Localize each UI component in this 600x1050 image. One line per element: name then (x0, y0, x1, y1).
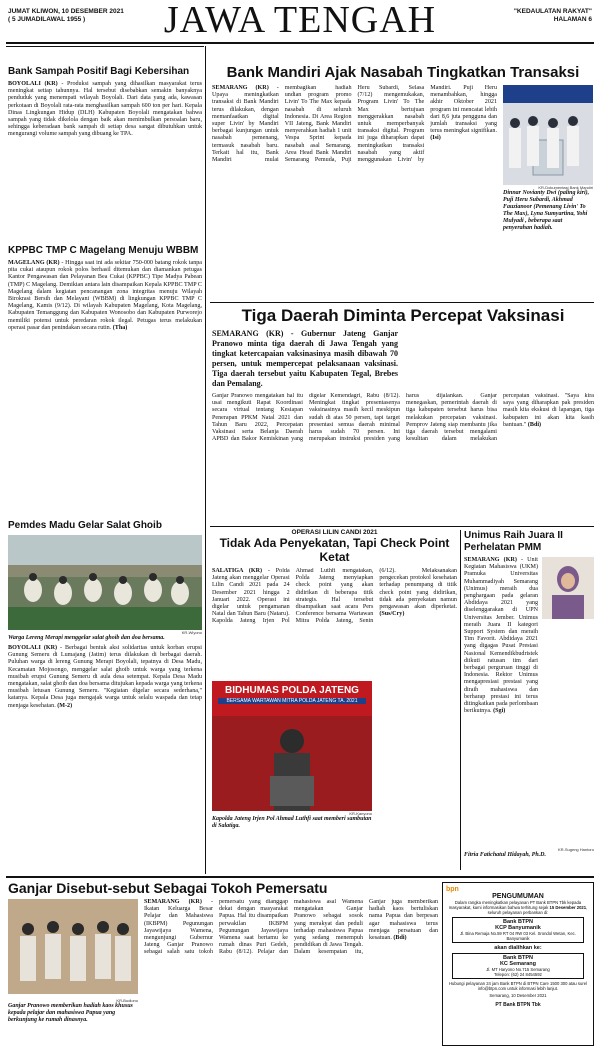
operasi-lilin-text: Polda Jateng akan menggelar Operasi Lilin Candi 2021 pada 24 Desember 2021 hingga 2 Januari 2022. Operasi ini digelar untuk pengamanan Natal dan Tahun Baru (Nataru). Kapolda Jateng Irjen Pol Ahmad Luthfi mengatakan, Polda Jateng menyiapkan check point yang akan didirikan di beberapa titik strategis. Hal tersebut disampaikan saat acara Pers Conference bersama Wartawan Mitra Polda Jateng, Senin (6/12). Melaksanakan pengecekan protokol kesehatan terhadap penumpang di titik check point yang didirikan, tidak ada penyekatan namun pengawasan akan diperketat. (212, 568, 457, 625)
column-divider (205, 46, 206, 874)
bank-mandiri-photo-image (503, 85, 593, 185)
vaksinasi-headline: Tiga Daerah Diminta Percepat Vaksinasi (241, 306, 565, 325)
ganjar-photo-credit: KR-Budiono (116, 998, 138, 1003)
masthead-date: JUMAT KLIWON, 10 DESEMBER 2021 (8, 8, 124, 15)
ganjar-text: Ikatan Keluarga Besar Pelajar dan Mahasiswa (IKBPM) Pegunungan Jayawijaya Wamena, mengunjungi Gubernur Jateng Ganjar Pranowo sebagai salah satu tokoh pemersatu yang dianggap dekat dengan masyarakat Papua. Hal itu disampaikan perwakilan IKBPM Pegunungan Jayawijaya Wamena saat bertamu ke rumah dinas Puri Gedeh, Rabu (8/12). Pelajar dan mahasiswa asal Wamena mengatakan Ganjar Pranowo sebagai sosok yang merakyat dan peduli terhadap mahasiswa Papua yang sedang menempuh pendidikan di Jawa Tengah. Dalam kesempatan itu, Ganjar juga memberikan hadiah kaos bertuliskan nama Papua dan berpesan agar mahasiswa terus menjaga persatuan dan kesatuan. (144, 899, 438, 956)
vaksinasi-lead-dateline: SEMARANG (KR) (212, 329, 284, 338)
pemdes-credit: (M-2) (57, 702, 73, 709)
masthead-tagline: "KEDAULATAN RAKYAT" (513, 8, 592, 15)
ganjar-headline: Ganjar Disebut-sebut Sebagai Tokoh Pemersatu (8, 880, 328, 896)
operasi-lilin-kicker: OPERASI LILIN CANDI 2021 (291, 529, 378, 536)
ganjar-caption-block (8, 998, 138, 1024)
unimus-photo-image (542, 557, 594, 619)
masthead-date-block (8, 8, 168, 24)
btpn-branch1-name: Bank BTPN (503, 919, 533, 925)
operasi-lilin-caption: Kapolda Jateng Irjen Pol Ahmad Luthfi saat memberi sambutan di Salatiga. (212, 816, 372, 829)
btpn-intro: Dalam rangka meningkatkan pelayanan PT Bank BTPN Tbk kepada masyarakat, kami informasikan bahwa terhitung sejak (448, 900, 582, 910)
vaksinasi-lead-text: Gubernur Jateng Ganjar Pranowo minta tiga daerah di Jawa Tengah yang tingkat ketercapaian vaksinasinya masih dibawah 70 persen, untuk mempercepat pelaksanaan vaksinasi. Tiga daerah tersebut yaitu Kabupaten Tegal, Brebes dan Pemalang. (212, 329, 399, 388)
unimus-article (464, 530, 594, 859)
bank-mandiri-photo-credit: KR-Dokumentasi Bank Mandiri (538, 185, 593, 190)
bank-mandiri-article (212, 64, 594, 285)
bank-mandiri-dateline: SEMARANG (KR) (212, 85, 269, 91)
bank-sampah-body: BOYOLALI (KR) - Produksi sampah yang dihasilkan masyarakat terus meningkat setiap tahunnya. Hal tersebut disebabkan semakin banyaknya penduduk yang menempati wilayah Boyolali. Dari data yang ada, kawasan perkotaan di Boyolali rata-rata menghasilkan sampah 600 ton per hari. Kepala Dinas Lingkungan Hidup (DLH) Kabupaten Boyolali mengatakan bahwa sampah yang tidak dikelola dengan baik akan menimbulkan persoalan baru, sehingga keberadaan bank sampah di setiap desa sangat dibutuhkan untuk mengurangi volume sampah yang dibuang ke TPA. (8, 81, 203, 138)
unimus-body: SEMARANG (KR) - Unit Kegiatan Mahasiswa (UKM) Pramuka Universitas Muhammadiyah Semarang (Unimus) meraih dua penghargaan pada gelaran Abdidaya 2021 yang diselenggarakan di UPN Universitas Jember. Unimus meraih Juara II kategori Support System dan meraih Tim Favorit. Abdidaya 2021 yang digagas Pusat Prestasi Nasional Kemendikbudristek diikuti ratusan tim dari berbagai perguruan tinggi di Indonesia. Rektor Unimus mengapresiasi prestasi yang diraih mahasiswa dan berharap prestasi ini terus ditingkatkan pada perlombaan berikutnya. (Sgi) (464, 557, 538, 715)
operasi-lilin-photo-banner: BIDHUMAS POLDA JATENG (225, 685, 359, 696)
operasi-lilin-credit: (Sus/Cry) (379, 611, 405, 618)
bank-mandiri-headline: Bank Mandiri Ajak Nasabah Tingkatkan Transaksi (226, 64, 580, 81)
ganjar-credit: (Bdi) (393, 935, 407, 942)
vaksinasi-credit: (Bdi) (527, 421, 542, 428)
pemdes-photo-credit: KR-Wiyono (181, 630, 202, 635)
bank-mandiri-text: Upaya meningkatkan transaksi di Bank Mandiri terus dilakukan, dengan memanfaatkan digital super Livin' by Mandiri berbagai kunjungan untuk nasabah pemenang, termasuk nasabah baru. Terkait hal itu, Bank Mandiri mulai membagikan hadiah undian program promo Livin' To The Max kepada nasabah di seluruh Indonesia. Di Area Region VII Jateng, Bank Mandiri menyerahkan hadiah 1 unit Vespa Sprint kepada nasabah asal Semarang. Area Head Bank Mandiri Semarang Pemuda, Puji Heru Subardi, Selasa (7/12) mengemukakan, Program Livin' To The Max bertujuan menggerakkan nasabah untuk memperbanyak transaksi digital. Program ini juga diharapkan dapat meningkatkan transaksi nasabah yang aktif menggunakan Livin' by Mandiri. Puji Heru menambahkan, hingga akhir Oktober 2021 program ini mencatat lebih dari 8,6 juta pengguna dan jumlah transaksi yang terus meningkat signifikan. (212, 85, 497, 164)
btpn-contact: Hubungi pelayanan 24 jam Bank BTPN di BTPN Care 1500 300 atau surel info@btpn.com untuk informasi lebih lanjut. (448, 981, 588, 991)
vaksinasi-body (212, 393, 594, 513)
divider (6, 46, 204, 47)
divider (6, 876, 594, 878)
pemdes-dateline: BOYOLALI (KR) (8, 645, 58, 651)
column-divider (460, 530, 461, 870)
btpn-branch2 (452, 953, 584, 979)
kppbc-text: Hingga saat ini ada sekitar 750-000 batang rokok tanpa pita cukai ataupun rokok polos berhasil ditemukan dan diamankan petugas Kantor Pengawasan dan Pelayanan Bea Cukai (KPPBC) Tipe Madya Pabean (TMP) C Magelang. Demikian antara lain disampaikan Kepala KPPBC TMP C Magelang dalam kegiatan pencanangan zona integritas menuju Wilayah Birokrasi Bersih dan Melayani (WBBM) di lingkungan KPPBC TMP C Magelang, Kamis (9/12). Di wilayah Kabupaten Magelang, Kota Magelang, Kabupaten Temanggung dan Kabupaten Wonosobo dan Kabupaten Purworejo memiliki potensi untuk peredaran rokok ilegal. Petugas terus melakukan operasi pasar dan penindakan secara rutin. (8, 260, 202, 331)
pemdes-headline: Pemdes Madu Gelar Salat Ghoib (8, 520, 162, 531)
masthead-hijri: ( 5 JUMADILAWAL 1955 ) (8, 16, 86, 23)
btpn-branch2-addr: Jl. MT Haryono No.715 Semarang (486, 967, 550, 972)
pemdes-caption: Warga Lereng Merapi menggelar salat ghoib dan doa bersama. (8, 635, 165, 641)
btpn-branch1-addr: Jl. Bina Remaja No.59 RT 04 RW 03 Kel. Srondol Wetan, Kec. Banyumanik (460, 931, 576, 941)
kppbc-headline: KPPBC TMP C Magelang Menuju WBBM (8, 245, 199, 256)
bank-mandiri-photo-block (503, 85, 593, 232)
ganjar-article (8, 880, 438, 1049)
btpn-signoff: PT Bank BTPN Tbk (495, 1002, 541, 1008)
unimus-caption: Fitria Fatichatul Hidayah, Ph.D. (464, 852, 547, 858)
kppbc-dateline: MAGELANG (KR) (8, 260, 60, 266)
bank-mandiri-body: SEMARANG (KR) - Upaya meningkatkan transaksi di Bank Mandiri terus dilakukan, dengan memanfaatkan digital super Livin' by Mandiri berbagai kunjungan untuk nasabah pemenang, termasuk nasabah baru. Terkait hal itu, Bank Mandiri mulai membagikan hadiah undian program promo Livin' To The Max kepada nasabah di seluruh Indonesia. Di Area Region VII Jateng, Bank Mandiri menyerahkan hadiah 1 unit Vespa Sprint kepada nasabah asal Semarang. Area Head Bank Mandiri Semarang Pemuda, Puji Heru Subardi, Selasa (7/12) mengemukakan, Program Livin' To The Max bertujuan menggerakkan nasabah untuk memperbanyak transaksi digital. Program ini juga diharapkan dapat meningkatkan transaksi nasabah yang aktif menggunakan Livin' by Mandiri. Puji Heru menambahkan, hingga akhir Oktober 2021 program ini mencatat lebih dari 8,6 juta pengguna dan jumlah transaksi yang terus meningkat signifikan. (Isi) (212, 85, 497, 164)
unimus-headline: Unimus Raih Juara II Perhelatan PMM (464, 530, 563, 553)
kppbc-article (8, 245, 202, 332)
masthead-page: HALAMAN 6 (553, 16, 592, 23)
unimus-text: Unit Kegiatan Mahasiswa (UKM) Pramuka Universitas Muhammadiyah Semarang (Unimus) meraih dua penghargaan pada gelaran Abdidaya 2021 yang diselenggarakan di UPN Universitas Jember. Unimus meraih Juara II kategori Support System dan meraih Tim Favorit. Abdidaya 2021 yang digagas Pusat Prestasi Nasional Kemendikbudristek diikuti ratusan tim dari berbagai perguruan tinggi di Indonesia. Rektor Unimus mengapresiasi prestasi yang diraih mahasiswa dan berharap prestasi ini terus ditingkatkan pada perlombaan berikutnya. (464, 557, 538, 715)
masthead-rule (6, 42, 594, 44)
kppbc-body: MAGELANG (KR) - Hingga saat ini ada sekitar 750-000 batang rokok tanpa pita cukai ataupun rokok polos berhasil ditemukan dan diamankan petugas Kantor Pengawasan dan Pelayanan Bea Cukai (KPPBC) Tipe Madya Pabean (TMP) C Magelang. Demikian antara lain disampaikan Kepala KPPBC TMP C Magelang dalam kegiatan pencanangan zona integritas menuju Wilayah Birokrasi Bersih dan Melayani (WBBM) di lingkungan KPPBC TMP C Magelang, Kamis (9/12). Di wilayah Kabupaten Magelang, Kota Magelang, Kabupaten Temanggung dan Kabupaten Wonosobo dan Kabupaten Purworejo memiliki potensi untuk peredaran rokok ilegal. Petugas terus melakukan operasi pasar dan penindakan secara rutin. (Tha) (8, 260, 202, 331)
masthead-title: JAWA TENGAH (163, 0, 437, 41)
operasi-lilin-photo (212, 681, 372, 811)
ganjar-photo-image (8, 899, 138, 994)
vaksinasi-text: Ganjar Pranowo mengatakan hal itu usai mengikuti Rapat Koordinasi secara virtual tentang Kesiapan Penerapan PPKM Natal 2021 dan Tahun Baru 2022, Percepatan Vaksinasi serta Belanja Daerah APBD dan Bakor Kemiskinan yang digelar Kemendagri, Rabu (8/12). Meningkat tingkat presentasenya vaksinasinya masih kecil meskipun sudah di atas 50 persen, tapi target presentasi semua daerah minimal harus sudah 70 persen. Ini merupakan instruksi presiden yang harus dijalankan. Ganjar menegaskan, pemerintah daerah di tiga kabupaten tersebut harus bisa melakukan percepatan vaksinasi. Pemprov Jateng siap membantu jika tiga daerah tersebut mengalami kesulitan dalam melakukan percepatan vaksinasi. "Saya kira saya yang diharapkan pak presiden masih kita ekskusi di lapangan, tiga kabupaten ini akan kita kasih bantuan." (212, 393, 594, 443)
bank-sampah-article (8, 66, 202, 139)
bank-sampah-dateline: BOYOLALI (KR) (8, 81, 58, 87)
operasi-lilin-article (212, 529, 457, 830)
btpn-intro-block (446, 900, 590, 915)
btpn-announcement (442, 882, 594, 1046)
btpn-date: 15 Desember 2021 (549, 905, 587, 910)
vaksinasi-article (212, 306, 594, 513)
operasi-lilin-photo-image (212, 716, 372, 811)
btpn-branch1 (452, 917, 584, 943)
btpn-branch2-name: Bank BTPN (503, 955, 533, 961)
pemdes-photo (8, 535, 202, 630)
operasi-lilin-headline: Tidak Ada Penyekatan, Tapi Check Point Ketat (219, 536, 450, 564)
ganjar-body: SEMARANG (KR) - Ikatan Keluarga Besar Pelajar dan Mahasiswa (IKBPM) Pegunungan Jayawijaya Wamena, mengunjungi Gubernur Jateng Ganjar Pranowo sebagai salah satu tokoh pemersatu yang dianggap dekat dengan masyarakat Papua. Hal itu disampaikan perwakilan IKBPM Pegunungan Jayawijaya Wamena saat bertamu ke rumah dinas Puri Gedeh, Rabu (8/12). Pelajar dan mahasiswa asal Wamena mengatakan Ganjar Pranowo sebagai sosok yang merakyat dan peduli terhadap mahasiswa Papua yang sedang menempuh pendidikan di Jawa Tengah. Dalam kesempatan itu, Ganjar juga memberikan hadiah kaos bertuliskan nama Papua dan berpesan agar mahasiswa terus menjaga persatuan dan kesatuan. (Bdi) (144, 899, 438, 956)
vaksinasi-lead: SEMARANG (KR) - Gubernur Jateng Ganjar Pranowo minta tiga daerah di Jawa Tengah yang tingkat ketercapaian vaksinasinya masih dibawah 70 persen, untuk mempercepat pelaksanaan vaksinasi. Tiga daerah tersebut yaitu Kabupaten Tegal, Brebes dan Pemalang. (212, 329, 399, 388)
unimus-dateline: SEMARANG (KR) (464, 557, 517, 563)
bank-mandiri-photo (503, 85, 593, 185)
btpn-branch2-phone: Telepon: (62) 24 8454592 (494, 972, 542, 977)
operasi-lilin-dateline: SALATIGA (KR) (212, 568, 263, 574)
ganjar-caption: Ganjar Pranowo memberikan hadiah kaos khusus kepada pelajar dan mahasiswa Papua yang berkunjung ke rumah dinasnya. (8, 1003, 133, 1023)
btpn-branch2-sub: KC Semarang (499, 961, 537, 967)
divider (210, 526, 594, 527)
kppbc-credit: (Tha) (112, 324, 128, 331)
btpn-intro2: , seluruh pelayanan perbankan di: (487, 905, 588, 915)
operasi-lilin-body: SALATIGA (KR) - Polda Jateng akan menggelar Operasi Lilin Candi 2021 pada 24 Desember 2021 hingga 2 Januari 2022. Operasi ini digelar untuk pengamanan Natal dan Tahun Baru (Nataru). Kapolda Jateng Irjen Pol Ahmad Luthfi mengatakan, Polda Jateng menyiapkan check point yang akan didirikan di beberapa titik strategis. Hal tersebut disampaikan saat acara Pers Conference bersama Wartawan Mitra Polda Jateng, Senin (6/12). Melaksanakan pengecekan protokol kesehatan terhadap penumpang di titik check point yang didirikan, tidak ada penyekatan namun pengawasan akan diperketat. (Sus/Cry) (212, 568, 457, 625)
bank-mandiri-caption: Dinnar Novianty Dwi (paling kiri), Puji Heru Subardi, Akhmad Fauzianoor (Pemenang Livin' To The Max), Lyna Sumyartina, Yohi Mulyadi , beberapa saat penyerahan hadiah. (503, 190, 590, 231)
masthead-right (452, 8, 592, 24)
pemdes-text: Berbagai bentuk aksi solidaritas untuk korban erupsi Gunung Semeru di Lumajang (Jatim) terus dilakukan di berbagai daerah. Puluhan warga di lereng Gunung Merapi Boyolali, tepatnya di Desa Madu, Kecamatan Mojosongo, menggelar salat ghoib untuk warga yang terkena musibah erupsi Gunung Semeru di aula desa setempat. Kepala Desa Madu mengatakan, salat ghoib dan doa bersama ditujukan kepada warga yang terkena musibah letusan Gunung Semeru. "Kegiatan digelar secara sederhana," katanya. Kepala Desa juga mengajak warga untuk selalu waspada dan tetap menjaga kesehatan. (8, 645, 203, 709)
divider (210, 302, 594, 303)
bank-sampah-text: Produksi sampah yang dihasilkan masyarakat terus meningkat setiap tahunnya. Hal tersebut disebabkan semakin banyaknya penduduk yang menempati wilayah Boyolali. Dari data yang ada, kawasan perkotaan di Boyolali rata-rata menghasilkan sampah 600 ton per hari. Kepala Dinas Lingkungan Hidup (DLH) Kabupaten Boyolali mengatakan bahwa sampah yang tidak dikelola dengan baik akan menimbulkan persoalan baru, sehingga keberadaan bank sampah di setiap desa sangat dibutuhkan untuk mengurangi volume sampah yang dibuang ke TPA. (8, 81, 203, 138)
operasi-lilin-photo-credit: KR-Kanyono (349, 811, 372, 816)
btpn-moved-label: akan dialihkan ke: (494, 945, 542, 951)
btpn-title: PENGUMUMAN (492, 893, 544, 900)
btpn-branch1-sub: KCP Banyumanik (495, 925, 541, 931)
pemdes-body: BOYOLALI (KR) - Berbagai bentuk aksi solidaritas untuk korban erupsi Gunung Semeru di Lumajang (Jatim) terus dilakukan di berbagai daerah. Puluhan warga di lereng Gunung Merapi Boyolali, tepatnya di Desa Madu, Kecamatan Mojosongo, menggelar salat ghoib untuk warga yang terkena musibah erupsi Gunung Semeru di aula desa setempat. Kepala Desa Madu mengatakan, salat ghoib dan doa bersama ditujukan kepada warga yang terkena musibah letusan Gunung Semeru. "Kegiatan digelar secara sederhana," katanya. Kepala Desa juga mengajak warga untuk selalu waspada dan tetap menjaga kesehatan. (M-2) (8, 645, 203, 709)
btpn-logo: bpn (446, 886, 459, 893)
ganjar-photo (8, 899, 138, 994)
pemdes-article (8, 520, 202, 710)
bank-mandiri-credit: (Isi) (430, 135, 441, 142)
pemdes-photo-image (8, 535, 202, 630)
bank-sampah-headline: Bank Sampah Positif Bagi Kebersihan (8, 66, 190, 77)
unimus-photo (542, 557, 594, 619)
unimus-credit: (Sgi) (493, 708, 506, 715)
ganjar-dateline: SEMARANG (KR) (144, 899, 202, 905)
btpn-signoff-place: Semarang, 10 Desember 2021 (489, 993, 547, 998)
operasi-lilin-photo-subbanner: BERSAMA WARTAWAN MITRA POLDA JATENG TA. 2021 (218, 698, 366, 704)
unimus-photo-credit: KR-Sugeng Hantoro (557, 847, 594, 852)
